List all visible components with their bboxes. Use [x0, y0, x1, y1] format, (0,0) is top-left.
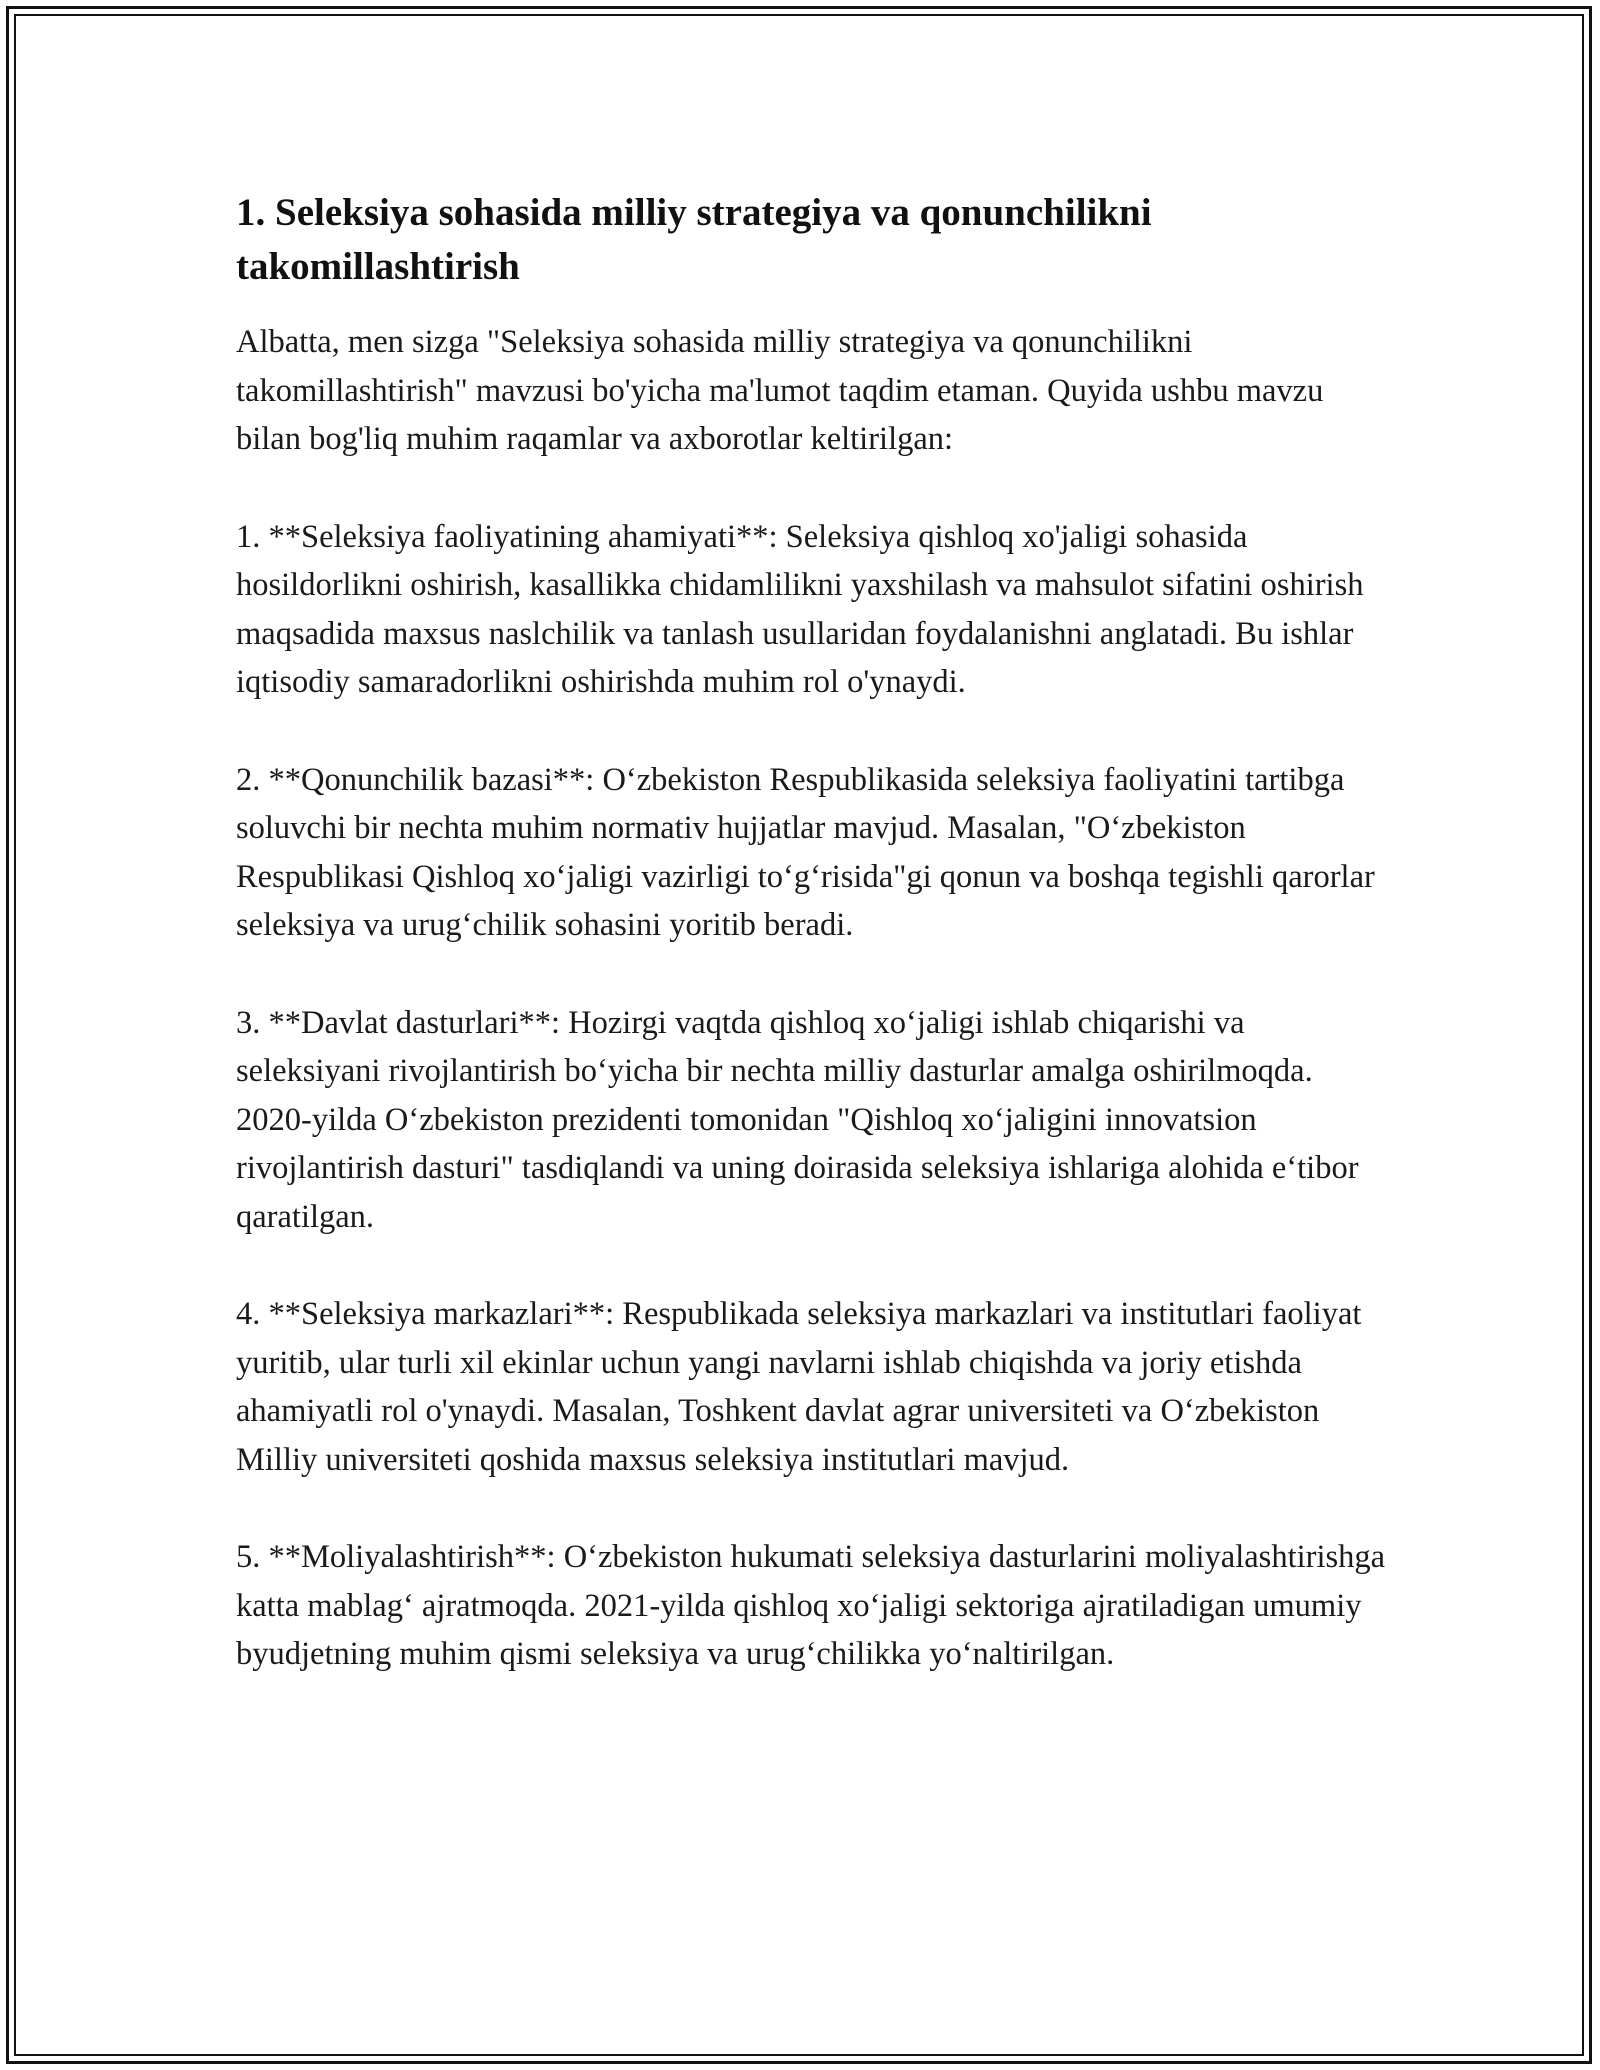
intro-paragraph: Albatta, men sizga "Seleksiya sohasida milliy strategiya va qonunchilikni takomillashtirish" mavzusi bo'yicha ma'lumot taqdim etaman. Quyida ushbu mavzu bilan bog'liq muhim raqamlar va axborotlar keltirilgan: — [236, 324, 1324, 457]
document-title: 1. Seleksiya sohasida milliy strategiya va qonunchilikni takomillashtirish — [236, 191, 1152, 288]
paragraph-seleksiya-markazlari: 4. **Seleksiya markazlari**: Respublikada seleksiya markazlari va institutlari faoliyat yuritib, ular turli xil ekinlar uchun yangi navlarni ishlab chiqishda va joriy etishda ahamiyatli rol o'ynaydi. Masalan, Toshkent davlat agrar universiteti va O‘zbekiston Milliy universiteti qoshida maxsus seleksiya institutlari mavjud. — [236, 1296, 1362, 1478]
document-body — [236, 186, 1386, 1679]
paragraph-seleksiya-ahamiyati: 1. **Seleksiya faoliyatining ahamiyati**: Seleksiya qishloq xo'jaligi sohasida hosildorlikni oshirish, kasallikka chidamlilikni yaxshilash va mahsulot sifatini oshirish maqsadida maxsus naslchilik va tanlash usullaridan foydalanishni anglatadi. Bu ishlar iqtisodiy samaradorlikni oshirishda muhim rol o'ynaydi. — [236, 518, 1364, 700]
paragraph-davlat-dasturlari: 3. **Davlat dasturlari**: Hozirgi vaqtda qishloq xo‘jaligi ishlab chiqarishi va seleksiyani rivojlantirish bo‘yicha bir nechta milliy dasturlar amalga oshirilmoqda. 2020-yilda O‘zbekiston prezidenti tomonidan "Qishloq xo‘jaligini innovatsion rivojlantirish dasturi" tasdiqlandi va uning doirasida seleksiya ishlariga alohida e‘tibor qaratilgan. — [236, 1004, 1359, 1235]
paragraph-qonunchilik-bazasi: 2. **Qonunchilik bazasi**: O‘zbekiston Respublikasida seleksiya faoliyatini tartibga soluvchi bir nechta muhim normativ hujjatlar mavjud. Masalan, "O‘zbekiston Respublikasi Qishloq xo‘jaligi vazirligi to‘g‘risida"gi qonun va boshqa tegishli qarorlar seleksiya va urug‘chilik sohasini yoritib beradi. — [236, 761, 1375, 943]
paragraph-moliyalashtirish: 5. **Moliyalashtirish**: O‘zbekiston hukumati seleksiya dasturlarini moliyalashtirishga katta mablag‘ ajratmoqda. 2021-yilda qishloq xo‘jaligi sektoriga ajratiladigan umumiy byudjetning muhim qismi seleksiya va urug‘chilikka yo‘naltirilgan. — [236, 1539, 1386, 1672]
